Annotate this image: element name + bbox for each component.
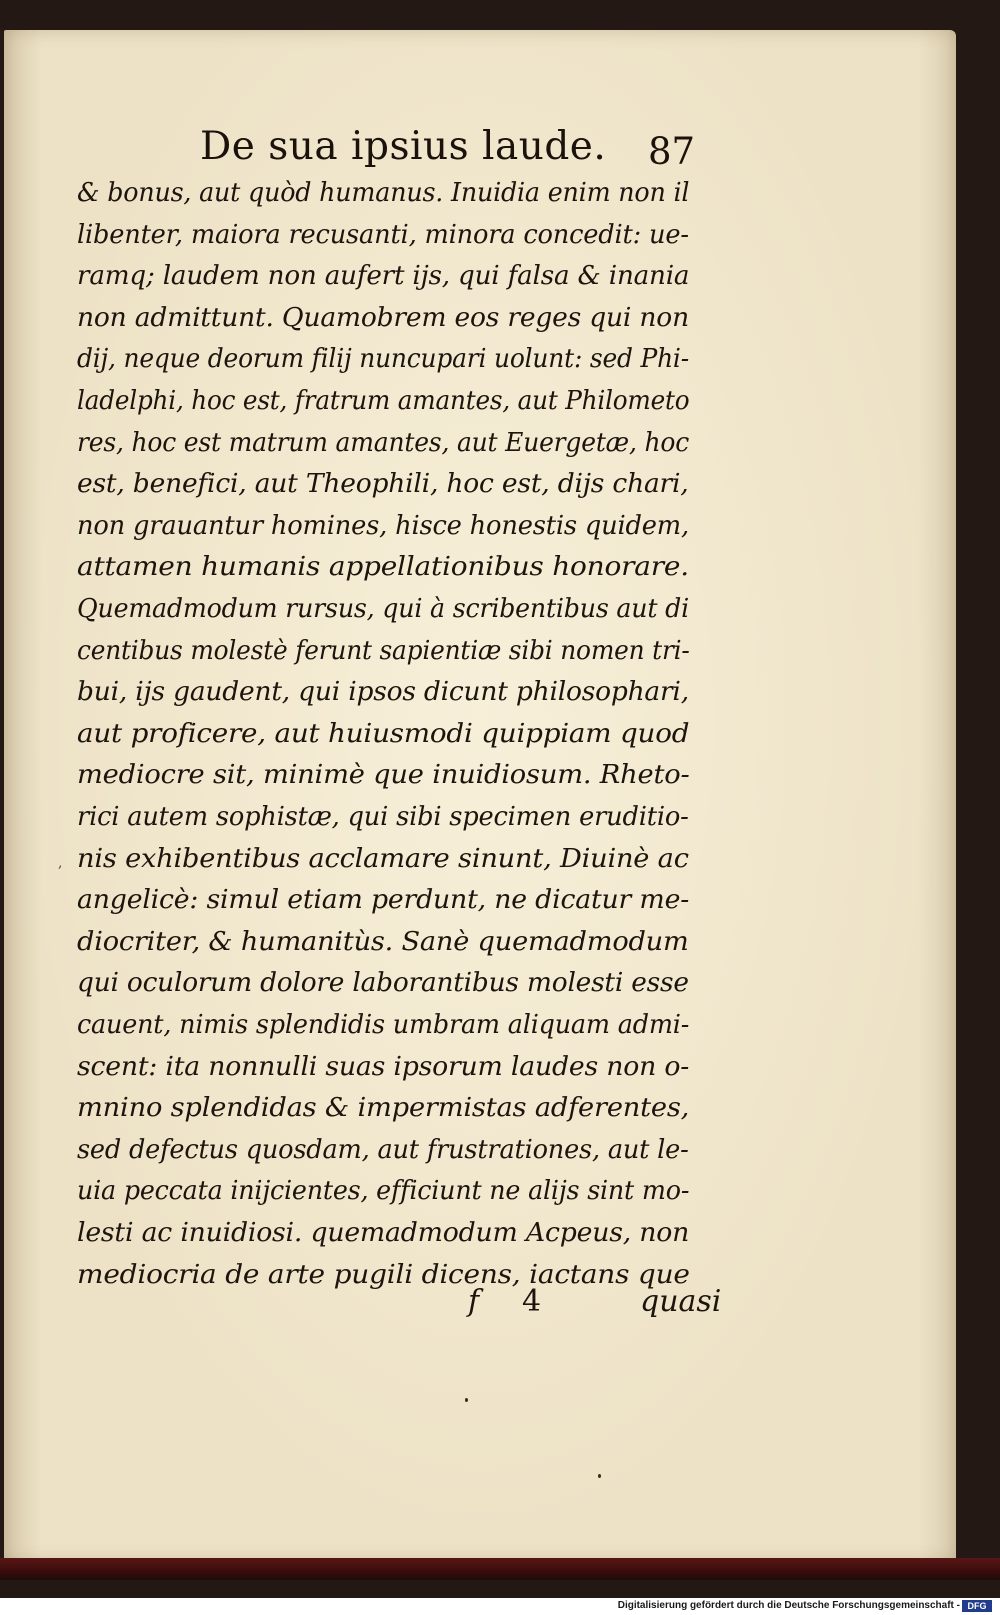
text-line: non grauantur homines, hisce honestis quidem,	[77, 510, 689, 541]
text-line: scent: ita nonnulli suas ipsorum laudes non o-	[77, 1051, 690, 1082]
text-line: libenter, maiora recusanti, minora concedit: ue-	[77, 219, 689, 250]
text-line: res, hoc est matrum amantes, aut Euergetæ, hoc	[77, 427, 690, 458]
paper-speck	[598, 1474, 601, 1478]
text-line: Quemadmodum rursus, qui à scribentibus aut di	[77, 594, 689, 624]
text-line: ladelphi, hoc est, fratrum amantes, aut Philometo	[77, 386, 690, 416]
text-line: non admittunt. Quamobrem eos reges qui non	[77, 302, 689, 333]
text-line: mnino splendidas & impermistas adferentes,	[77, 1093, 690, 1124]
paper-speck	[465, 1398, 468, 1402]
text-line: mediocria de arte pugili dicens, iactans que	[77, 1259, 690, 1290]
text-line: dij, neque deorum filij nuncupari uolunt: sed Phi-	[77, 344, 689, 375]
page-number: 87	[648, 130, 696, 173]
footer-credit: Digitalisierung gefördert durch die Deutsche Forschungsgemeinschaft -	[617, 1600, 960, 1611]
text-line: centibus molestè ferunt sapientiæ sibi nomen tri-	[77, 635, 690, 666]
text-line: attamen humanis appellationibus honorare.	[77, 552, 689, 583]
signature-mark: f	[468, 1284, 480, 1319]
text-line: angelicè: simul etiam perdunt, ne dicatur me-	[77, 885, 690, 916]
text-line: cauent, nimis splendidis umbram aliquam admi-	[77, 1010, 690, 1040]
catchword: quasi	[640, 1284, 722, 1319]
running-head-title: De sua ipsius laude.	[200, 124, 607, 169]
text-line: lesti ac inuidiosi. quemadmodum Acpeus, non	[77, 1218, 690, 1248]
text-line: qui oculorum dolore laborantibus molesti esse	[77, 968, 689, 999]
text-line: bui, ijs gaudent, qui ipsos dicunt philosophari,	[77, 677, 689, 708]
text-line: ramq; laudem non aufert ijs, qui falsa & inania	[77, 261, 690, 292]
text-line: uia peccata inijcientes, efficiunt ne alijs sint mo-	[77, 1176, 690, 1207]
text-line: mediocre sit, minimè que inuidiosum. Rheto-	[77, 760, 690, 791]
text-line: nis exhibentibus acclamare sinunt, Diuinè ac	[77, 843, 689, 874]
text-line: rici autem sophistæ, qui sibi specimen eruditio-	[77, 802, 689, 832]
text-line: aut proficere, aut huiusmodi quippiam quod	[77, 718, 690, 749]
text-line: & bonus, aut quòd humanus. Inuidia enim non il	[77, 178, 690, 208]
text-line: diocriter, & humanitùs. Sanè quemadmodum	[77, 926, 689, 957]
dfg-logo: DFG	[962, 1600, 992, 1612]
text-line: est, benefici, aut Theophili, hoc est, dijs chari,	[77, 469, 689, 500]
margin-mark: ,	[58, 855, 63, 871]
signature-number: 4	[522, 1284, 542, 1319]
text-line: sed defectus quosdam, aut frustrationes, aut le-	[77, 1134, 689, 1165]
